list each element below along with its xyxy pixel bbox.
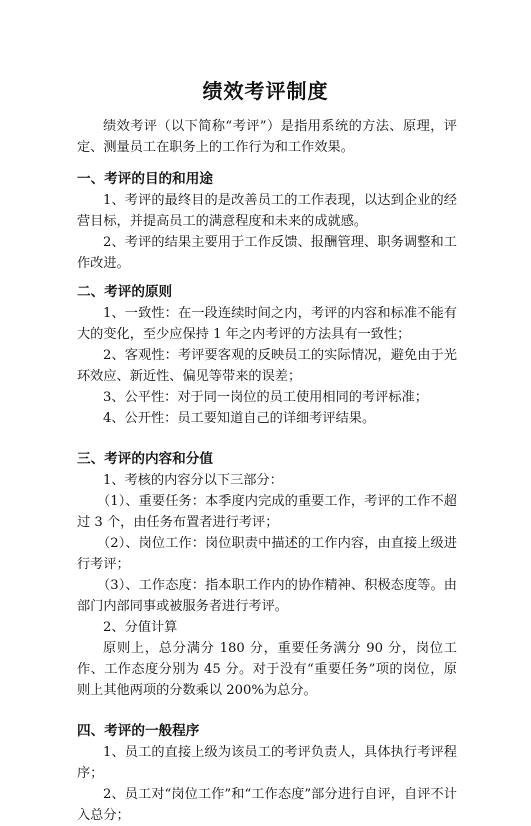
section-3-score-paragraph: 原则上，总分满分 180 分，重要任务满分 90 分，岗位工作、工作态度分别为 45 分。对于没有“重要任务”项的岗位，原则上其他两项的分数乘以 200%为总分。 xyxy=(77,641,457,698)
document-title: 绩效考评制度 xyxy=(202,79,329,103)
document-body xyxy=(77,116,457,826)
section-3-sub-1: （1）、重要任务：本季度内完成的重要工作，考评的工作不超过 3 个，由任务布置者进行考评； xyxy=(77,494,457,530)
section-heading-purpose: 一、考评的目的和用途 xyxy=(77,171,213,187)
intro-paragraph: 绩效考评（以下简称“考评”）是指用系统的方法、原理，评定、测量员工在职务上的工作行为和工作效果。 xyxy=(77,119,457,155)
section-4-item-1: 1、员工的直接上级为该员工的考评负责人，具体执行考评程序； xyxy=(77,745,457,781)
section-3-sub-3: （3）、工作态度：指本职工作内的协作精神、积极态度等。由部门内部同事或被服务者进行考评。 xyxy=(77,578,457,614)
section-heading-principles: 二、考评的原则 xyxy=(77,284,173,300)
section-2-item-1: 1、一致性：在一段连续时间之内，考评的内容和标准不能有大的变化，至少应保持 1 年之内考评的方法具有一致性； xyxy=(77,306,457,342)
section-3-item-2: 2、分值计算 xyxy=(103,620,178,635)
section-heading-procedure: 四、考评的一般程序 xyxy=(77,723,200,739)
section-2-item-2: 2、客观性：考评要客观的反映员工的实际情况，避免由于光环效应、新近性、偏见等带来的误差； xyxy=(77,348,457,384)
section-2-item-3: 3、公平性：对于同一岗位的员工使用相同的考评标准； xyxy=(103,390,428,405)
section-3-item-1: 1、考核的内容分以下三部分： xyxy=(103,473,283,488)
section-1-item-2: 2、考评的结果主要用于工作反馈、报酬管理、职务调整和工作改进。 xyxy=(77,235,457,271)
section-3-sub-2: （2）、岗位工作：岗位职责中描述的工作内容，由直接上级进行考评； xyxy=(77,536,457,572)
section-2-item-4: 4、公开性：员工要知道自己的详细考评结果。 xyxy=(103,411,376,426)
section-4-item-2: 2、员工对“岗位工作”和“工作态度”部分进行自评，自评不计入总分； xyxy=(77,787,457,823)
section-heading-content-scores: 三、考评的内容和分值 xyxy=(77,451,213,467)
section-1-item-1: 1、考评的最终目的是改善员工的工作表现，以达到企业的经营目标，并提高员工的满意程度和未来的成就感。 xyxy=(77,193,457,229)
